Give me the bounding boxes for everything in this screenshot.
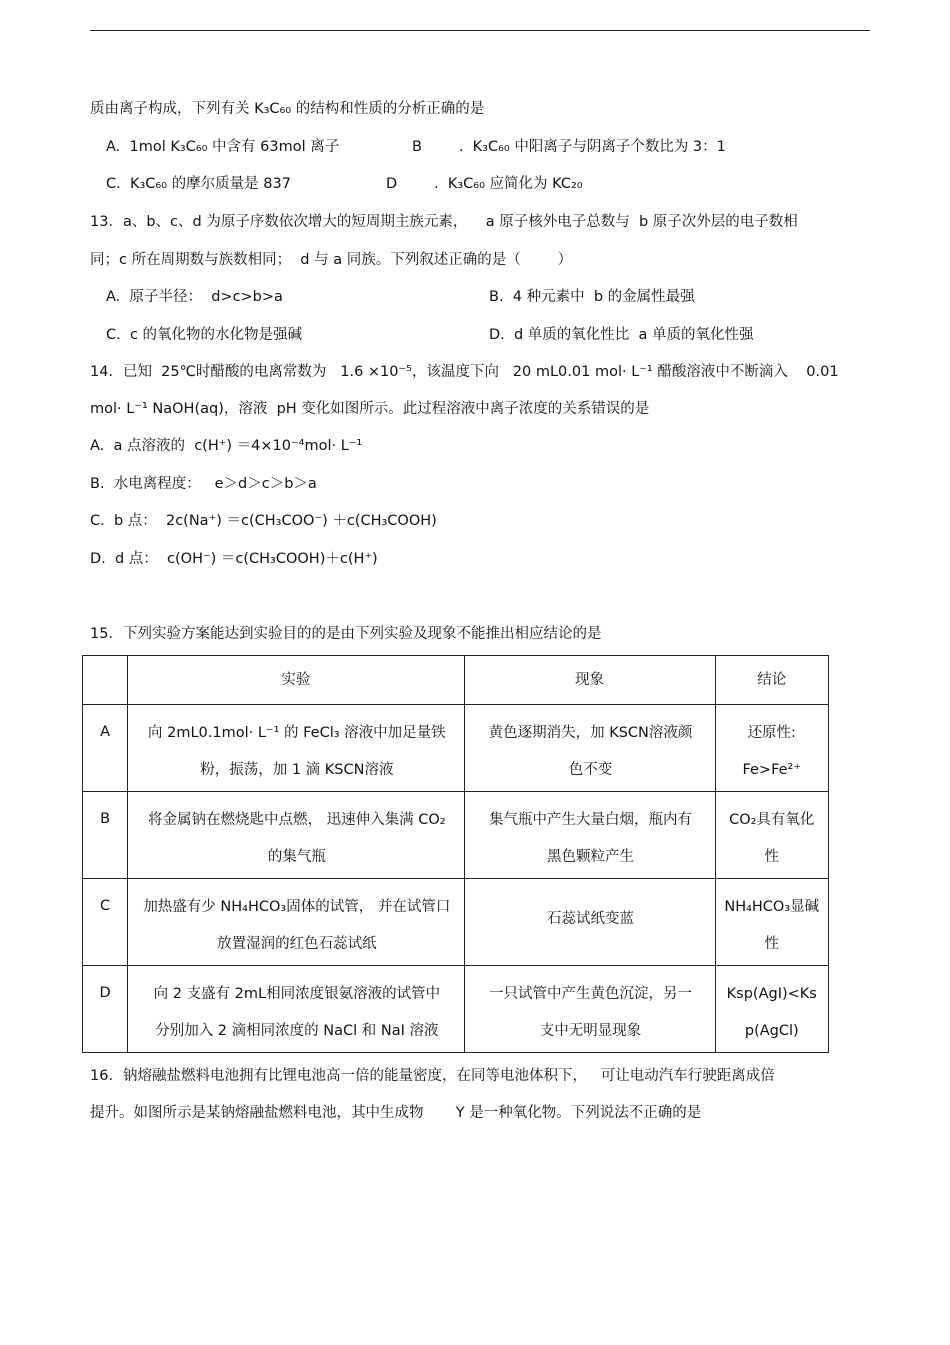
table-row: [83, 792, 829, 879]
phenomenon-cell: [464, 966, 715, 1053]
experiment-text: 向 2mL0.1mol· L⁻¹ 的 FeCl₃ 溶液中加足量铁: [148, 725, 446, 741]
q12-option-b: B . K₃C₆₀ 中阳离子与阴离子个数比为 3：1: [412, 139, 726, 155]
experiment-text: 粉，振荡，加 1 滴 KSCN溶液: [200, 762, 394, 778]
q13-option-b: B. 4 种元素中 b 的金属性最强: [489, 289, 695, 305]
q13-option-c: C. c 的氧化物的水化物是强碱: [106, 327, 303, 343]
conclusion-text: Ksp(AgI)<Ks: [726, 986, 817, 1002]
q14-stem-line2: mol· L⁻¹ NaOH(aq)，溶液 pH 变化如图所示。此过程溶液中离子浓度的关系错误的是: [90, 401, 650, 417]
experiment-text: 的集气瓶: [267, 849, 326, 865]
q14-option-a: A. a 点溶液的 c(H⁺) ＝4×10⁻⁴mol· L⁻¹: [90, 438, 363, 454]
conclusion-text: NH₄HCO₃显碱: [724, 899, 820, 915]
conclusion-text: 性: [764, 849, 779, 865]
conclusion-text: CO₂具有氧化: [729, 812, 815, 828]
header-cell-experiment: 实验: [128, 656, 464, 705]
experiment-text: 向 2 支盛有 2mL相同浓度银氨溶液的试管中: [153, 986, 441, 1002]
q14-option-b: B. 水电离程度： e＞d＞c＞b＞a: [90, 476, 317, 492]
phenomenon-text: 集气瓶中产生大量白烟，瓶内有: [489, 812, 693, 828]
table-row: [83, 705, 829, 792]
header-rule: [90, 30, 870, 31]
conclusion-cell: [715, 705, 828, 792]
row-label: D: [83, 966, 128, 1053]
q14-option-d: D. d 点： c(OH⁻) ＝c(CH₃COOH)＋c(H⁺): [90, 551, 378, 567]
table-row: [83, 966, 829, 1053]
header-cell-phenomenon: 现象: [464, 656, 715, 705]
table-row: [83, 879, 829, 966]
conclusion-text: Fe>Fe²⁺: [742, 762, 802, 778]
q14-stem-line1: 14．已知 25℃时醋酸的电离常数为 1.6 ×10⁻⁵，该温度下向 20 mL0.01 mol· L⁻¹ 醋酸溶液中不断滴入 0.01: [90, 364, 839, 380]
q12-option-a: A. 1mol K₃C₆₀ 中含有 63mol 离子: [106, 139, 340, 155]
conclusion-cell: [715, 879, 828, 966]
q13-option-a: A. 原子半径： d>c>b>a: [106, 289, 283, 305]
experiment-text: 分别加入 2 滴相同浓度的 NaCl 和 NaI 溶液: [155, 1023, 439, 1039]
q14-option-c: C. b 点： 2c(Na⁺) ＝c(CH₃COO⁻) ＋c(CH₃COOH): [90, 513, 437, 529]
experiment-cell: [128, 705, 464, 792]
q16-stem-line2: 提升。如图所示是某钠熔融盐燃料电池，其中生成物 Y 是一种氧化物。下列说法不正确的是: [90, 1105, 702, 1121]
q12-option-c: C. K₃C₆₀ 的摩尔质量是 837: [106, 176, 291, 192]
q13-stem-line2: 同；c 所在周期数与族数相同； d 与 a 同族。下列叙述正确的是（ ）: [90, 252, 573, 268]
table-header-row: [83, 656, 829, 705]
conclusion-cell: [715, 792, 828, 879]
row-label: C: [83, 879, 128, 966]
phenomenon-text: 黑色颗粒产生: [547, 849, 635, 865]
q13-stem-line1: 13．a、b、c、d 为原子序数依次增大的短周期主族元素， a 原子核外电子总数与 b 原子次外层的电子数相: [90, 214, 798, 230]
phenomenon-cell: [464, 792, 715, 879]
row-label: A: [83, 705, 128, 792]
phenomenon-text: 支中无明显现象: [539, 1023, 642, 1039]
phenomenon-text: 色不变: [568, 762, 613, 778]
phenomenon-cell: [464, 879, 715, 966]
phenomenon-text: 石蕊试纸变蓝: [547, 911, 635, 927]
conclusion-text: p(AgCl): [744, 1023, 799, 1039]
q16-stem-line1: 16．钠熔融盐燃料电池拥有比锂电池高一倍的能量密度，在同等电池体积下， 可让电动汽车行驶距离成倍: [90, 1068, 775, 1084]
q12-option-d: D . K₃C₆₀ 应简化为 KC₂₀: [386, 176, 583, 192]
header-cell-blank: [83, 656, 128, 705]
phenomenon-text: 一只试管中产生黄色沉淀，另一: [489, 986, 693, 1002]
q12-stem: 质由离子构成，下列有关 K₃C₆₀ 的结构和性质的分析正确的是: [90, 101, 485, 117]
conclusion-cell: [715, 966, 828, 1053]
experiment-cell: [128, 792, 464, 879]
header-cell-conclusion: 结论: [715, 656, 828, 705]
experiment-cell: [128, 879, 464, 966]
q13-option-d: D. d 单质的氧化性比 a 单质的氧化性强: [489, 327, 754, 343]
experiment-text: 放置湿润的红色石蕊试纸: [217, 936, 377, 952]
experiment-text: 加热盛有少 NH₄HCO₃固体的试管， 并在试管口: [143, 899, 451, 915]
phenomenon-text: 黄色逐期消失，加 KSCN溶液颜: [488, 725, 693, 741]
experiment-cell: [128, 966, 464, 1053]
experiment-table: [82, 655, 829, 1053]
conclusion-text: 性: [764, 936, 779, 952]
phenomenon-cell: [464, 705, 715, 792]
row-label: B: [83, 792, 128, 879]
experiment-text: 将金属钠在燃烧匙中点燃， 迅速伸入集满 CO₂: [148, 812, 446, 828]
q15-stem: 15．下列实验方案能达到实验目的的是由下列实验及现象不能推出相应结论的是: [90, 626, 602, 642]
conclusion-text: 还原性:: [747, 725, 796, 741]
